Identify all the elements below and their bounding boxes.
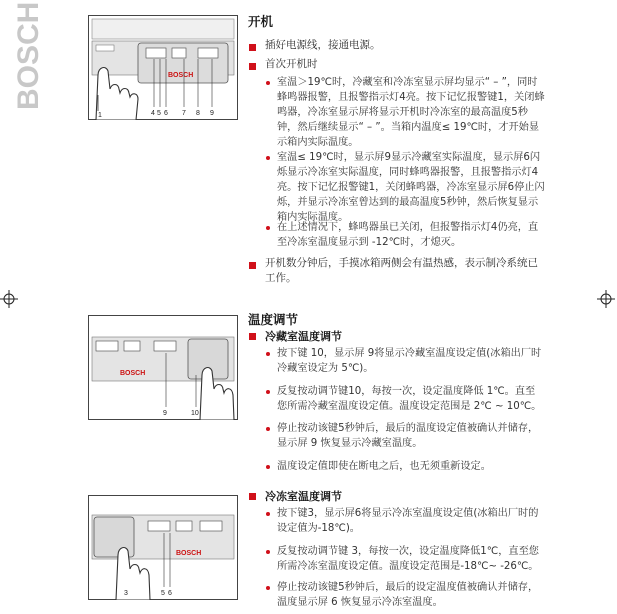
list-bullet-icon	[249, 493, 256, 500]
figure-brand: BOSCH	[120, 370, 146, 377]
paragraph: 室温≤ 19℃时，显示屏9显示冷藏室实际温度，显示屏6闪烁显示冷冻室实际温度，同时蜂鸣器报警，且报警指示灯4亮。按下记忆报警键1，关闭蜂鸣器，冷冻室显示屏6停止闪烁，并显示冷冻室曾达到的最高温度5秒钟，然后恢复显示箱内实际温度。	[277, 152, 545, 223]
callout-7: 7	[182, 110, 186, 117]
registration-mark-icon	[597, 290, 615, 308]
sub-bullet-icon	[266, 352, 270, 356]
callout-5: 5	[161, 590, 165, 597]
paragraph: 反复按动调节键10，每按一次，设定温度降低 1℃。直至您所需冷藏室温度设定值。温度设定范围是 2℃ ~ 10℃。	[277, 386, 542, 412]
sub-bullet-icon	[266, 81, 270, 85]
list-bullet-icon	[249, 63, 256, 70]
figure-control-panel-1	[88, 15, 238, 120]
paragraph: 停止按动该键5秒钟后，最后的设定温度值被确认并储存，温度显示屏 6 恢复显示冷冻室温度。	[277, 582, 539, 608]
callout-6: 6	[168, 590, 172, 597]
paragraph: 反复按动调节键 3，每按一次，设定温度降低1℃，直至您所需冷冻室温度设定值。温度设定范围是-18℃~ -26℃。	[277, 546, 539, 572]
paragraph: 室温＞19℃时，冷藏室和冷冻室显示屏均显示“ – ”，同时蜂鸣器报警，且报警指示灯4亮。按下记忆报警键1，关闭蜂鸣器，冷冻室显示屏将显示开机时冷冻室的最高温度5秒钟，然后继续显示“ – ”。当箱内温度≤ 19℃时，才开始显示箱内实际温度。	[277, 77, 545, 148]
figure-brand: BOSCH	[176, 550, 202, 557]
subsection-title-freezer: 冷冻室温度调节	[265, 490, 342, 503]
callout-10: 10	[191, 410, 199, 417]
figure-control-panel-3	[88, 495, 238, 600]
callout-5: 5	[157, 110, 161, 117]
paragraph: 在上述情况下，蜂鸣器虽已关闭，但报警指示灯4仍亮，直至冷冻室温度显示到 -12℃时，才熄灭。	[277, 222, 539, 248]
list-item: 开机数分钟后，手摸冰箱两侧会有温热感，表示制冷系统已工作。	[265, 257, 538, 284]
sub-bullet-icon	[266, 390, 270, 394]
sub-bullet-icon	[266, 550, 270, 554]
paragraph: 温度设定值即使在断电之后，也无须重新设定。	[277, 461, 491, 472]
figure-control-panel-2	[88, 315, 238, 420]
list-item: 首次开机时	[265, 58, 318, 70]
list-bullet-icon	[249, 44, 256, 51]
callout-9: 9	[163, 410, 167, 417]
list-bullet-icon	[249, 333, 256, 340]
sub-bullet-icon	[266, 512, 270, 516]
callout-9: 9	[210, 110, 214, 117]
sub-bullet-icon	[266, 427, 270, 431]
callout-6: 6	[164, 110, 168, 117]
brand-text: BOSCH	[12, 1, 45, 110]
sub-bullet-icon	[266, 156, 270, 160]
paragraph: 停止按动该键5秒钟后，最后的温度设定值被确认并储存，显示屏 9 恢复显示冷藏室温度。	[277, 423, 539, 449]
paragraph: 按下键 10，显示屏 9将显示冷藏室温度设定值(冰箱出厂时冷藏室设定为 5℃)。	[277, 348, 542, 374]
callout-8: 8	[196, 110, 200, 117]
bosch-brand-logo	[10, 0, 50, 120]
callout-1: 1	[98, 112, 102, 119]
registration-mark-icon	[0, 290, 18, 308]
section-title-power: 开机	[248, 14, 274, 29]
section-title-temperature: 温度调节	[248, 312, 299, 327]
list-item: 插好电源线，接通电源。	[265, 39, 381, 51]
sub-bullet-icon	[266, 226, 270, 230]
sub-bullet-icon	[266, 465, 270, 469]
subsection-title-fridge: 冷藏室温度调节	[265, 330, 342, 343]
figure-brand: BOSCH	[168, 72, 194, 79]
sub-bullet-icon	[266, 586, 270, 590]
list-bullet-icon	[249, 262, 256, 269]
paragraph: 按下键3，显示屏6将显示冷冻室温度设定值(冰箱出厂时的设定值为-18℃)。	[277, 508, 539, 534]
callout-3: 3	[124, 590, 128, 597]
callout-4: 4	[151, 110, 155, 117]
